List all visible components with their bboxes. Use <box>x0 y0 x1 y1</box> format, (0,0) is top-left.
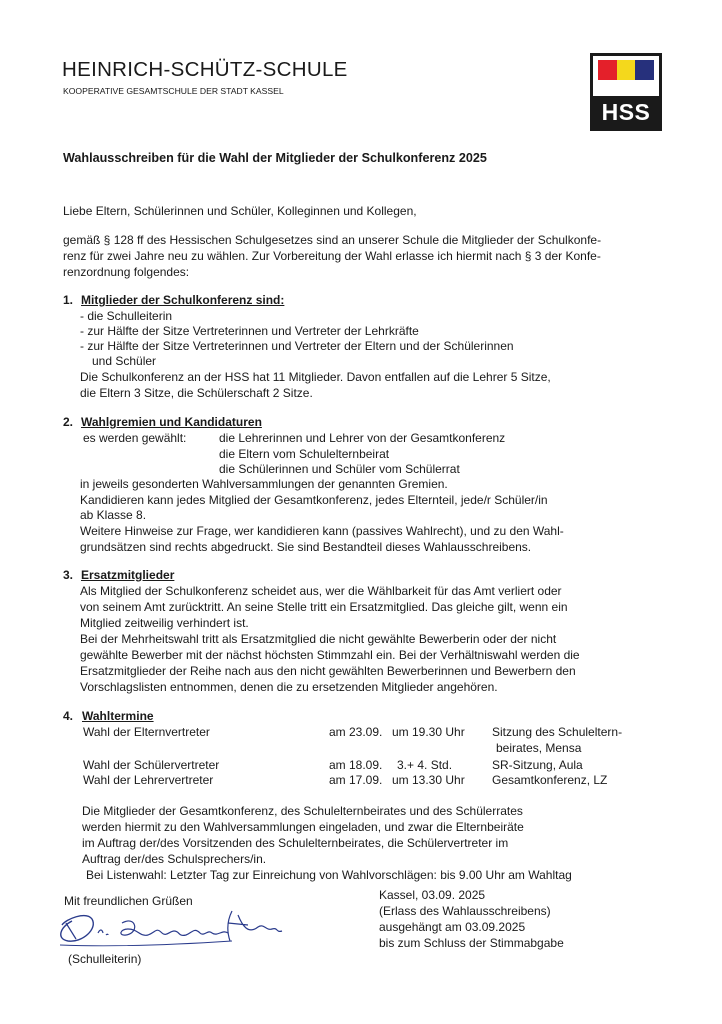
schedule-date: am 23.09. <box>329 725 383 739</box>
logo-text: HSS <box>593 96 659 128</box>
schedule-place: Sitzung des Schuleltern- <box>492 725 623 739</box>
section-3-heading: Ersatzmitglieder <box>81 568 175 582</box>
section-3-line: Vorschlagslisten entnommen, denen die zu ersetzenden Mitglieder angehören. <box>80 680 498 694</box>
section-1-number: 1. <box>63 293 74 307</box>
schedule-place: SR-Sitzung, Aula <box>492 758 583 772</box>
section-2-number: 2. <box>63 415 74 429</box>
intro-line: gemäß § 128 ff des Hessischen Schulgesetzes sind an unserer Schule die Mitglieder der Schulkonfe- <box>63 233 602 247</box>
closing-line: Bei Listenwahl: Letzter Tag zur Einreichung von Wahlvorschlägen: bis 9.00 Uhr am Wahltag <box>86 868 572 882</box>
section-3-number: 3. <box>63 568 74 582</box>
logo-yellow-bar <box>617 60 636 80</box>
logo-red-bar <box>598 60 617 80</box>
schedule-time: um 13.30 Uhr <box>392 773 465 787</box>
schedule-who: Wahl der Lehrervertreter <box>83 773 214 787</box>
closing-line: Die Mitglieder der Gesamtkonferenz, des Schulelternbeirates und des Schülerrates <box>82 804 523 818</box>
schedule-time: 3.+ 4. Std. <box>397 758 453 772</box>
note-line: (Erlass des Wahlausschreibens) <box>379 904 551 918</box>
section-2-line: Kandidieren kann jedes Mitglied der Gesamtkonferenz, jedes Elternteil, jede/r Schüler/in <box>80 493 548 507</box>
schedule-place: Gesamtkonferenz, LZ <box>492 773 608 787</box>
section-3-line: Ersatzmitglieder der Reihe nach aus den nicht gewählten Bewerberinnen und Bewerbern den <box>80 664 576 678</box>
school-logo <box>590 53 662 131</box>
section-2-item: die Eltern vom Schulelternbeirat <box>219 447 390 461</box>
section-1-line: - die Schulleiterin <box>80 309 173 323</box>
schedule-who: Wahl der Schülervertreter <box>83 758 220 772</box>
signature-role: (Schulleiterin) <box>68 952 142 966</box>
section-1-line: - zur Hälfte der Sitze Vertreterinnen und Vertreter der Eltern und der Schülerinnen <box>80 339 514 353</box>
section-2-line: ab Klasse 8. <box>80 508 147 522</box>
section-2-item: die Lehrerinnen und Lehrer von der Gesamtkonferenz <box>219 431 506 445</box>
section-2-item: die Schülerinnen und Schüler vom Schülerrat <box>219 462 460 476</box>
section-2-line: grundsätzen sind rechts abgedruckt. Sie sind Bestandteil dieses Wahlausschreibens. <box>80 540 532 554</box>
greeting: Liebe Eltern, Schülerinnen und Schüler, Kolleginnen und Kollegen, <box>63 204 417 218</box>
note-line: ausgehängt am 03.09.2025 <box>379 920 526 934</box>
school-name: HEINRICH-SCHÜTZ-SCHULE <box>62 58 348 81</box>
section-2-label: es werden gewählt: <box>83 431 187 445</box>
section-1-heading: Mitglieder der Schulkonferenz sind: <box>81 293 285 307</box>
school-subtitle: KOOPERATIVE GESAMTSCHULE DER STADT KASSEL <box>63 86 284 96</box>
section-2-line: Weitere Hinweise zur Frage, wer kandidieren kann (passives Wahlrecht), und zu den Wahl- <box>80 524 564 538</box>
place-date: Kassel, 03.09. 2025 <box>379 888 486 902</box>
section-3-line: von seinem Amt zurücktritt. An seine Stelle tritt ein Ersatzmitglied. Das gleiche gilt, wenn ein <box>80 600 568 614</box>
section-4-heading: Wahltermine <box>82 709 154 723</box>
intro-line: renzordnung folgendes: <box>63 265 190 279</box>
section-3-line: gewählte Bewerber mit der nächst höchsten Stimmzahl ein. Bei der Verhältniswahl werden die <box>80 648 580 662</box>
section-3-line: Mitglied zeitweilig verhindert ist. <box>80 616 249 630</box>
section-1-line: und Schüler <box>92 354 157 368</box>
document-title: Wahlausschreiben für die Wahl der Mitglieder der Schulkonferenz 2025 <box>63 151 487 165</box>
note-line: bis zum Schluss der Stimmabgabe <box>379 936 564 950</box>
logo-blue-bar <box>635 60 654 80</box>
section-3-line: Bei der Mehrheitswahl tritt als Ersatzmitglied die nicht gewählte Bewerberin oder der nicht <box>80 632 557 646</box>
regards: Mit freundlichen Grüßen <box>64 894 193 908</box>
schedule-date: am 18.09. <box>329 758 383 772</box>
section-4-number: 4. <box>63 709 74 723</box>
closing-line: Auftrag der/des Schulsprechers/in. <box>82 852 267 866</box>
schedule-time: um 19.30 Uhr <box>392 725 465 739</box>
section-3-line: Als Mitglied der Schulkonferenz scheidet aus, wer die Wählbarkeit für das Amt verliert oder <box>80 584 562 598</box>
section-1-line: Die Schulkonferenz an der HSS hat 11 Mitglieder. Davon entfallen auf die Lehrer 5 Sitze, <box>80 370 551 384</box>
section-1-line: - zur Hälfte der Sitze Vertreterinnen und Vertreter der Lehrkräfte <box>80 324 419 338</box>
section-2-heading: Wahlgremien und Kandidaturen <box>81 415 262 429</box>
closing-line: im Auftrag der/des Vorsitzenden des Schulelternbeirates, die Schülervertreter im <box>82 836 509 850</box>
schedule-place: beirates, Mensa <box>496 741 582 755</box>
schedule-who: Wahl der Elternvertreter <box>83 725 210 739</box>
intro-line: renz für zwei Jahre neu zu wählen. Zur Vorbereitung der Wahl erlasse ich hiermit nach § 3 der Konfe- <box>63 249 601 263</box>
closing-line: werden hiermit zu den Wahlversammlungen eingeladen, und zwar die Elternbeiräte <box>82 820 524 834</box>
schedule-date: am 17.09. <box>329 773 383 787</box>
section-2-line: in jeweils gesonderten Wahlversammlungen der genannten Gremien. <box>80 477 448 491</box>
signature <box>52 905 287 953</box>
section-1-line: die Eltern 3 Sitze, die Schülerschaft 2 Sitze. <box>80 386 313 400</box>
